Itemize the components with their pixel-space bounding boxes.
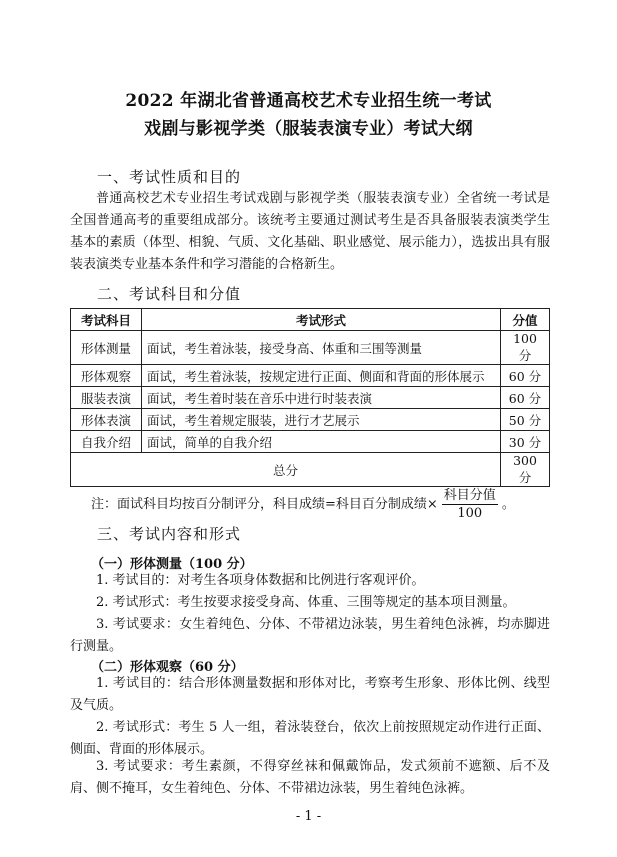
cell-subject: 形体观察 xyxy=(71,365,142,387)
doc-title-line2: 戏剧与影视学类（服装表演专业）考试大纲 xyxy=(144,119,473,139)
total-value: 300 分 xyxy=(501,453,550,487)
note-text: 注：面试科目均按百分制评分，科目成绩=科目百分制成绩× xyxy=(91,497,438,512)
cell-score: 60 分 xyxy=(501,387,550,409)
score-table xyxy=(70,308,550,487)
table-total-row xyxy=(71,453,550,487)
cell-form: 面试，考生着时装在音乐中进行时装表演 xyxy=(142,387,501,409)
table-header-row xyxy=(71,309,550,331)
fraction-numerator: 科目分值 xyxy=(442,484,498,505)
list-item: 3. 考试要求：考生素颜，不得穿丝袜和佩戴饰品，发式须前不遮额、后不及肩、侧不掩耳，女生着纯色、分体、不带裙边泳装，男生着纯色泳裤。 xyxy=(70,759,550,796)
cell-subject: 服装表演 xyxy=(71,387,142,409)
header-form: 考试形式 xyxy=(142,309,501,331)
cell-score: 100 分 xyxy=(501,331,550,365)
cell-form: 面试，考生着规定服装，进行才艺展示 xyxy=(142,409,501,431)
header-subject: 考试科目 xyxy=(71,309,142,331)
header-score: 分值 xyxy=(501,309,550,331)
table-row xyxy=(71,409,550,431)
section1-heading: 一、考试性质和目的 xyxy=(97,168,242,186)
cell-form: 面试，简单的自我介绍 xyxy=(142,431,501,453)
list-item: 1. 考试目的：结合形体测量数据和形体对比，考察考生形象、形体比例、线型及气质。 xyxy=(70,676,550,713)
cell-subject: 形体测量 xyxy=(71,331,142,365)
section2-heading: 二、考试科目和分值 xyxy=(97,285,242,303)
table-row xyxy=(71,431,550,453)
table-row xyxy=(71,365,550,387)
fraction-denominator: 100 xyxy=(457,506,483,521)
page-number: - 1 - xyxy=(295,809,322,824)
doc-title-line1: 2022 年湖北省普通高校艺术专业招生统一考试 xyxy=(125,91,492,111)
subsection2-heading: （二）形体观察（60 分） xyxy=(91,660,244,675)
cell-subject: 自我介绍 xyxy=(71,431,142,453)
cell-form: 面试，考生着泳装，按规定进行正面、侧面和背面的形体展示 xyxy=(142,365,501,387)
score-formula-note xyxy=(91,484,515,521)
cell-score: 60 分 xyxy=(501,365,550,387)
total-label: 总分 xyxy=(71,453,501,487)
section1-paragraph: 普通高校艺术专业招生考试戏剧与影视学类（服装表演专业）全省统一考试是全国普通高考的重要组成部分。该统考主要通过测试考生是否具备服装表演类学生基本的素质（体型、相貌、气质、文化基础、职业感觉、展示能力），选拔出具有服装表演类专业基本条件和学习潜能的合格新生。 xyxy=(70,191,550,272)
note-suffix: 。 xyxy=(501,497,515,512)
list-item: 2. 考试形式：考生 5 人一组，着泳装登台，依次上前按照规定动作进行正面、侧面、背面的形体展示。 xyxy=(70,720,550,757)
cell-score: 50 分 xyxy=(501,409,550,431)
list-item: 1. 考试目的：对考生各项身体数据和比例进行客观评价。 xyxy=(96,573,425,588)
cell-score: 30 分 xyxy=(501,431,550,453)
table-row xyxy=(71,331,550,365)
list-item: 2. 考试形式：考生按要求接受身高、体重、三围等规定的基本项目测量。 xyxy=(96,595,516,610)
cell-form: 面试，考生着泳装，接受身高、体重和三围等测量 xyxy=(142,331,501,365)
cell-subject: 形体表演 xyxy=(71,409,142,431)
table-row xyxy=(71,387,550,409)
formula-fraction xyxy=(442,484,498,521)
list-item: 3. 考试要求：女生着纯色、分体、不带裙边泳装，男生着纯色泳裤，均赤脚进行测量。 xyxy=(70,617,550,654)
subsection1-heading: （一）形体测量（100 分） xyxy=(91,557,253,572)
section3-heading: 三、考试内容和形式 xyxy=(97,525,242,543)
